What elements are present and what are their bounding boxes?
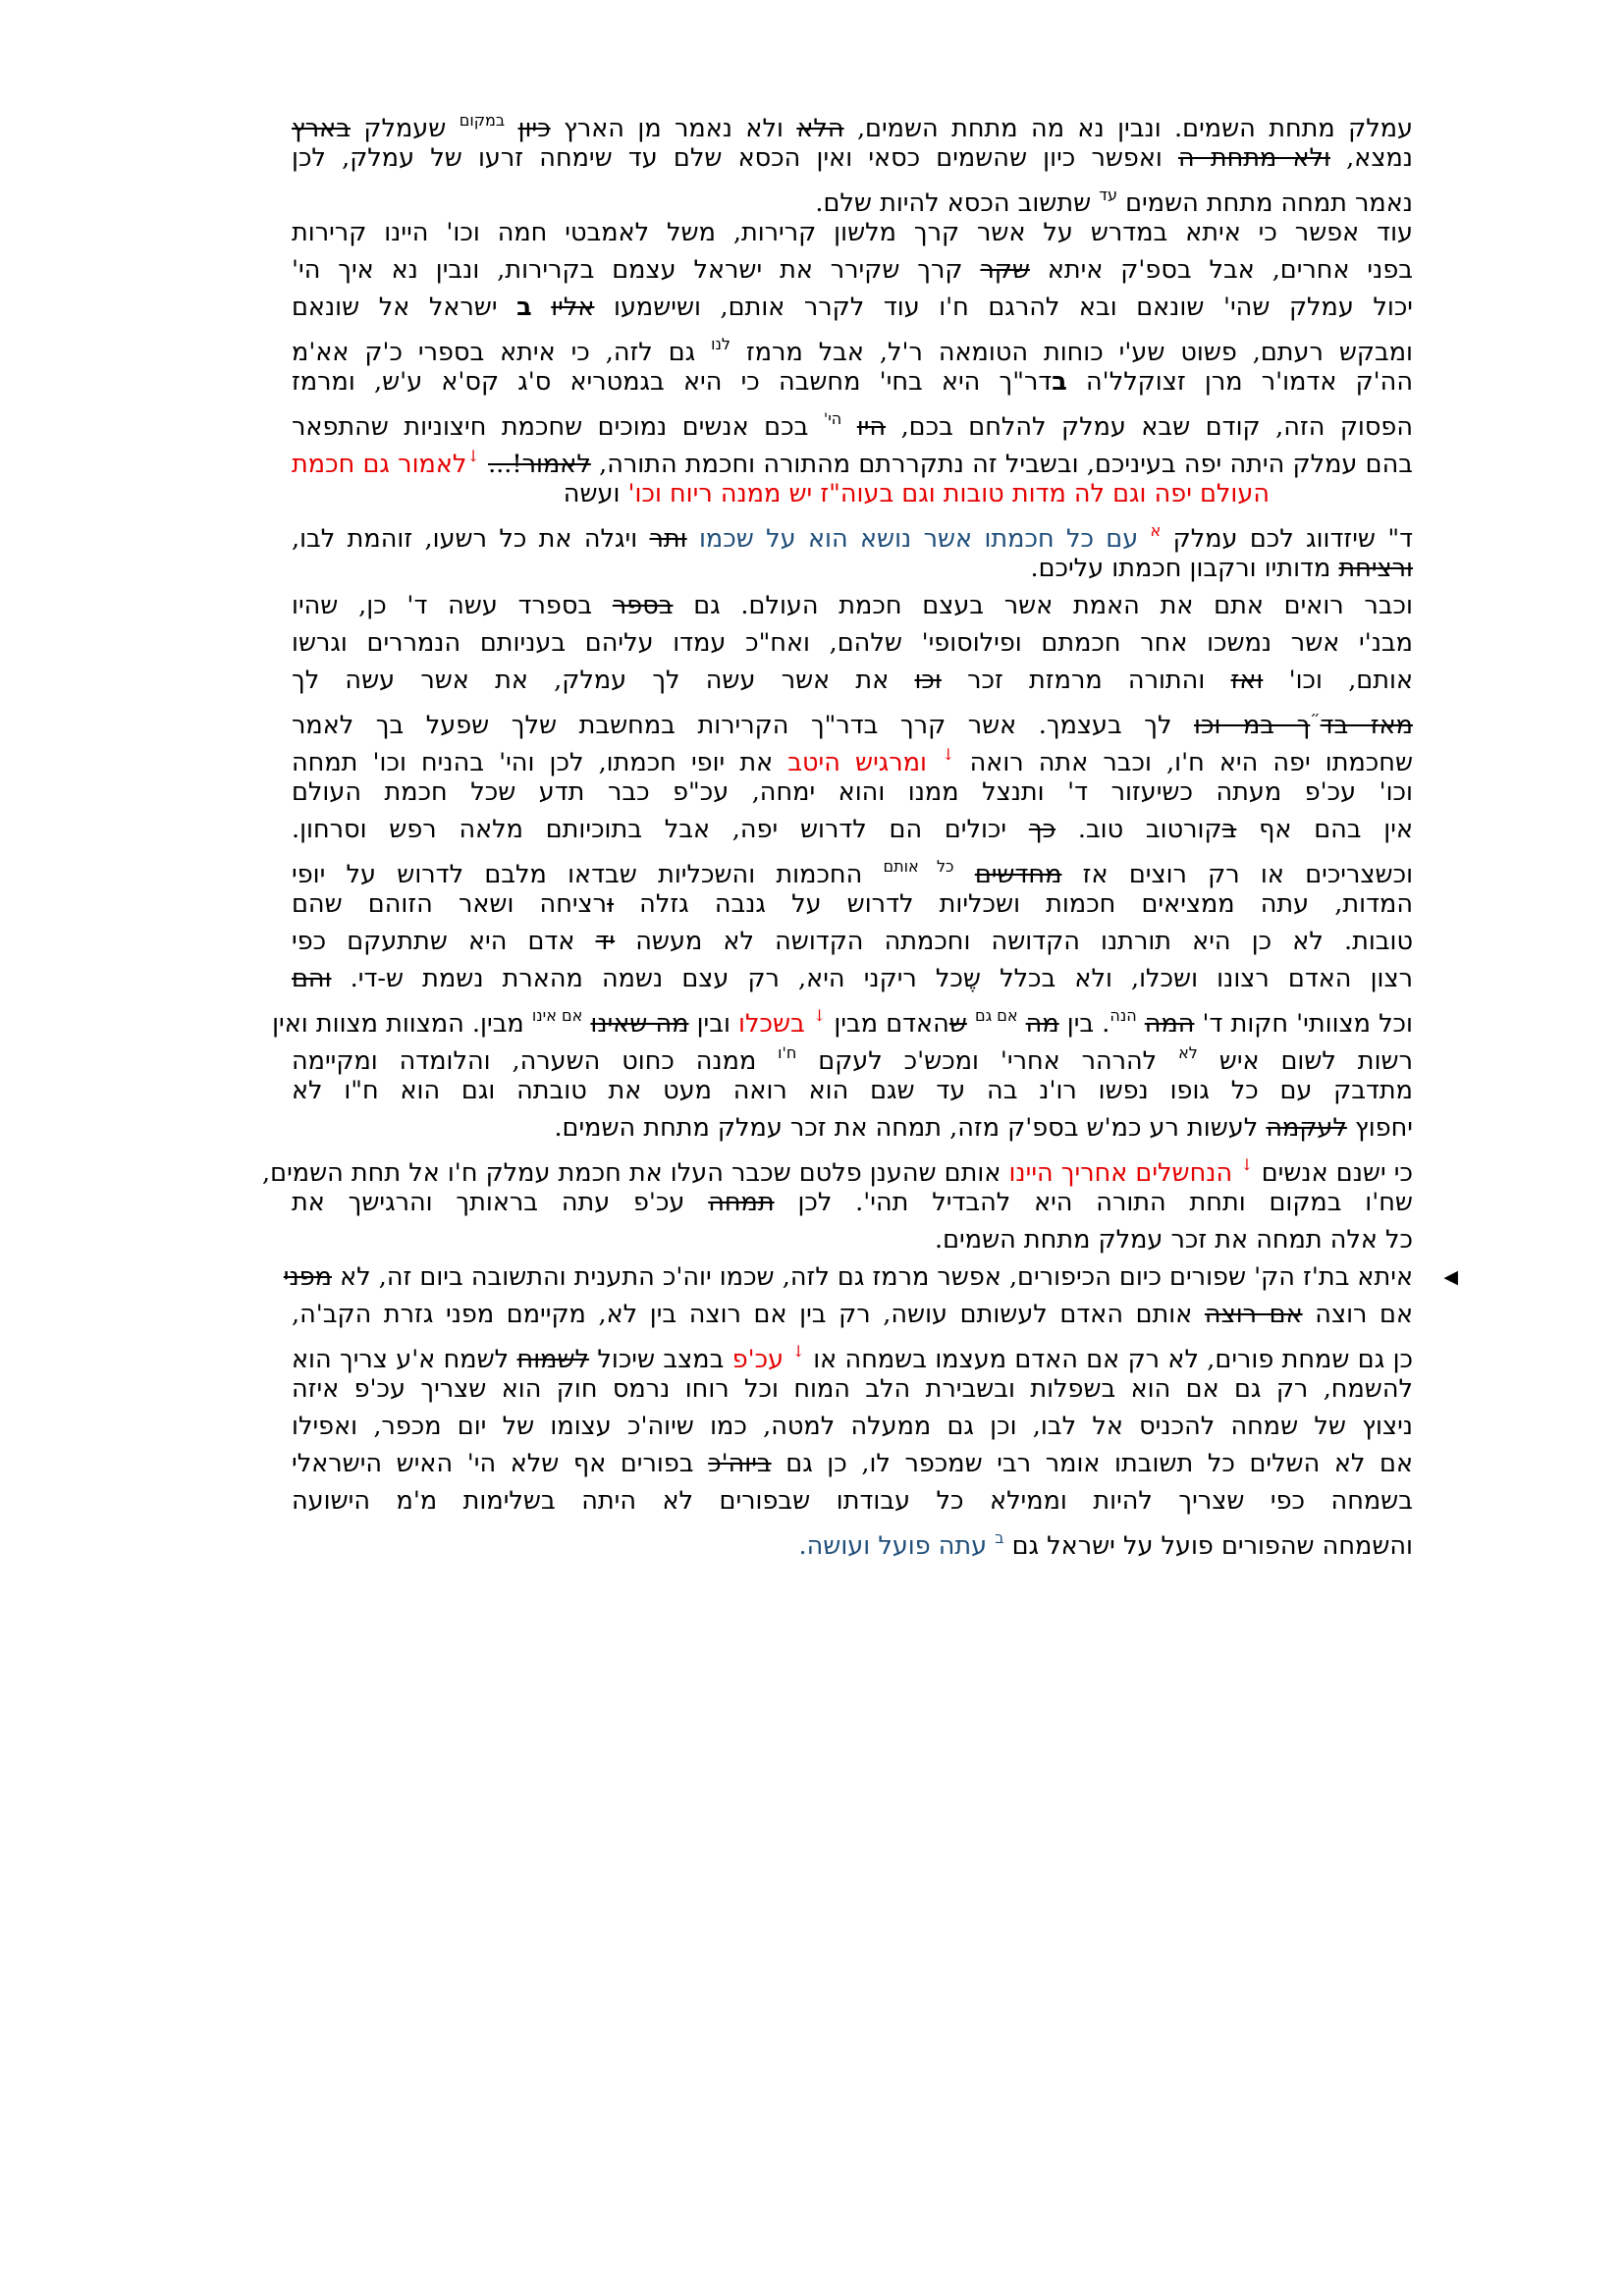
text-line bbox=[292, 475, 1413, 512]
text-segment: ב bbox=[1052, 367, 1067, 397]
text-segment: מה bbox=[1025, 1009, 1059, 1039]
text-body bbox=[262, 102, 1458, 1561]
text-segment: אותם האדם לעשותם עושה, רק בין אם רוצה בין לא, מקיימם מפני גזרת הקב'ה, bbox=[292, 1300, 1205, 1329]
text-segment: ד" שיזדווג לכם עמלק bbox=[1161, 524, 1413, 554]
text-segment: עכ'פ עתה בראותך והרגישך את bbox=[292, 1188, 709, 1217]
paragraph-marker-icon: ◀ bbox=[1443, 1266, 1458, 1288]
text-segment: ↓ bbox=[942, 745, 955, 764]
text-segment: אותם שהענן פלטם שכבר העלו את חכמת עמלק ח'ו אל תחת השמים, bbox=[262, 1158, 1009, 1188]
text-segment: עוד אפשר כי איתא במדרש על אשר קרך מלשון קרירות, משל לאמבטי חמה וכו' היינו קרירות bbox=[292, 218, 1413, 247]
text-segment: יחפוץ bbox=[1346, 1113, 1413, 1143]
text-line bbox=[292, 400, 1414, 442]
text-line bbox=[292, 811, 1413, 848]
text-segment: יד bbox=[595, 927, 616, 956]
text-segment: לך בעצמך. אשר קרך בדר"ך הקרירות במחשבת שלך שפעל בך לאמר bbox=[292, 711, 1195, 740]
text-line bbox=[292, 699, 1414, 740]
text-segment: ובין bbox=[688, 1009, 739, 1039]
tracked-change-text: בשכלו bbox=[738, 1009, 805, 1039]
text-segment: מבין. המצוות מצוות ואין bbox=[272, 1009, 532, 1039]
text-segment: שחכמתו יפה היא ח'ו, וכבר אתה רואה bbox=[954, 748, 1414, 777]
text-segment: עד bbox=[1099, 186, 1118, 204]
text-segment: וכו bbox=[914, 666, 942, 695]
text-segment: להרהר אחרי' ומכש'כ לעקם bbox=[796, 1046, 1179, 1076]
text-segment: היו bbox=[856, 412, 887, 442]
text-segment: ↓ bbox=[812, 1006, 827, 1025]
text-line bbox=[292, 1296, 1413, 1333]
text-segment: בספרד עשה ד' כן, שהיו bbox=[292, 591, 613, 620]
text-segment: ↓ bbox=[791, 1342, 805, 1361]
text-segment: שתשוב הכסא להיות שלם. bbox=[815, 188, 1100, 218]
text-segment: כיון bbox=[517, 114, 551, 143]
text-segment: את יופי חכמתו, לכן והי' בהניח וכו' תמחה bbox=[292, 748, 788, 777]
text-segment: להשמח, רק גם אם הוא בשפלות ובשבירת הלב המוח וכל רוחו נרמס חוק הוא שצריך עכ'פ איזה bbox=[292, 1374, 1413, 1404]
text-segment: כל אלה תמחה את זכר עמלק מתחת השמים. bbox=[935, 1225, 1413, 1255]
text-segment: מדותיו ורקבון חכמתו עליכם. bbox=[1030, 554, 1339, 583]
text-segment: וכו' עכ'פ מעתה כשיעזור ד' ותנצל ממנו והוא ימחה, עכ"פ כבר תדע שכל חכמת העולם bbox=[292, 777, 1413, 807]
text-segment: אם גם bbox=[974, 1006, 1018, 1025]
text-line bbox=[292, 624, 1413, 662]
text-segment: ו bbox=[607, 889, 615, 919]
tracked-change-text: עכ'פ bbox=[731, 1345, 784, 1374]
text-line bbox=[262, 1147, 1413, 1188]
text-segment: ואפשר כיון שהשמים כסאי ואין הכסא שלם עד שימחה זרעו של עמלק, לכן bbox=[292, 143, 1178, 173]
text-segment: וכבר רואים אתם את האמת אשר בעצם חכמת העולם. גם bbox=[673, 591, 1413, 620]
text-segment: איתא בת'ז הק' שפורים כיום הכיפורים, אפשר מרמז גם לזה, שכמו יוה'כ התענית והתשובה ביום זה, לא bbox=[331, 1262, 1413, 1292]
text-segment: אם רוצה bbox=[1204, 1300, 1303, 1329]
text-segment: ולא נאמר מן הארץ bbox=[550, 114, 797, 143]
text-segment: בכם אנשים נמוכים שחכמת חיצוניות שהתפאר bbox=[292, 412, 824, 442]
text-segment: לאמור!... bbox=[488, 450, 591, 479]
text-segment: בספר bbox=[612, 591, 674, 620]
text-segment: אם לא השלים כל תשובתו אומר רבי שמכפר לו, כן גם bbox=[771, 1449, 1413, 1478]
text-segment: רצון האדם רצונו ושכלו, ולא בכלל שֶכל ריקני היא, רק עצם נשמה מהארת נשמת ש-די. bbox=[331, 964, 1413, 993]
text-segment: וכשצריכים או רק רוצים אז bbox=[1061, 860, 1414, 889]
text-segment: ורציחת bbox=[1338, 554, 1413, 583]
text-segment: בפני אחרים, אבל בספ'ק איתא bbox=[1029, 255, 1413, 285]
text-line bbox=[292, 960, 1413, 997]
text-segment: הפסוק הזה, קודם שבא עמלק להלחם בכם, bbox=[886, 412, 1414, 442]
text-segment: אם רוצה bbox=[1302, 1300, 1414, 1329]
text-segment: במקום bbox=[459, 111, 506, 130]
text-segment: בשמחה כפי שצריך להיות וממילא כל עבודתו שבפורים לא היתה בשלימות מ'מ הישועה bbox=[292, 1486, 1413, 1516]
text-segment: רציחה ושאר הזוהם שהם bbox=[292, 889, 608, 919]
text-line bbox=[292, 1072, 1413, 1109]
text-segment: קרך שקירר את ישראל עצמם בקרירות, ונבין נא איך הי' bbox=[292, 255, 981, 285]
text-segment: עמלק מתחת השמים. ונבין נא מה מתחת השמים, bbox=[843, 114, 1414, 143]
text-segment: החכמות והשכליות שבדאו מלבם לדרוש על יופי bbox=[292, 860, 884, 889]
text-segment: מאז בד bbox=[1320, 711, 1414, 740]
text-line bbox=[292, 1520, 1413, 1561]
text-line bbox=[292, 1333, 1414, 1374]
text-line bbox=[292, 1184, 1413, 1221]
text-segment: טובות. לא כן היא תורתנו הקדושה וחכמתה הקדושה לא מעשה bbox=[615, 927, 1414, 956]
text-segment: הה'ק אדמו'ר מרן זצוקלל'ה bbox=[1066, 367, 1413, 397]
text-segment: הלא bbox=[796, 114, 844, 143]
text-line bbox=[292, 774, 1413, 811]
text-segment: לעקמה bbox=[1266, 1113, 1347, 1143]
text-segment: אדם היא שתתעקם כפי bbox=[292, 927, 596, 956]
text-line bbox=[292, 1370, 1413, 1408]
text-segment: תמחה bbox=[708, 1188, 775, 1217]
text-segment: המדות, עתה ממציאים חכמות ושכליות לדרוש על גנבה גזלה bbox=[614, 889, 1413, 919]
text-segment: שעמלק bbox=[350, 114, 460, 143]
tracked-change-text: לאמור גם חכמת bbox=[292, 450, 467, 479]
text-segment: ב bbox=[516, 293, 532, 322]
text-segment: והם bbox=[292, 964, 332, 993]
text-segment: אם אינו bbox=[531, 1006, 583, 1025]
text-segment: ממנה כחוט השערה, והלומדה ומקיימה bbox=[292, 1046, 779, 1076]
text-segment: ולא מתחת ה bbox=[1178, 143, 1330, 173]
text-segment: גם לזה, כי איתא בספרי כ'ק אא'מ bbox=[292, 338, 712, 367]
text-segment: ניצוץ של שמחה להכניס אל לבו, וכן גם ממעלה למטה, כמו שיוה'כ עצומו של יום מכפר, ואפילו bbox=[292, 1412, 1413, 1441]
text-segment: את אשר עשה לך עמלק, את אשר עשה לך bbox=[292, 666, 915, 695]
text-segment: לעשות רע כמ'ש בספ'ק מזה, תמחה את זכר עמלק מתחת השמים. bbox=[554, 1113, 1267, 1143]
text-segment: רשות לשום איש bbox=[1197, 1046, 1413, 1076]
text-segment: קורטוב טוב. bbox=[1055, 815, 1222, 844]
tracked-change-text: ומרגיש היטב bbox=[787, 748, 927, 777]
text-segment: בפורים אף שלא הי' האיש הישראלי bbox=[292, 1449, 709, 1478]
text-segment: וכל מצוותי' חקות ד' bbox=[1194, 1009, 1413, 1039]
text-segment: ״ bbox=[1310, 708, 1321, 726]
text-segment: מתדבק עם כל גופו נפשו רו'נ בה עד שגם הוא רואה מעט את טובתה וגם הוא ח"ו לא bbox=[292, 1076, 1413, 1105]
text-segment: המה bbox=[1144, 1009, 1195, 1039]
text-segment: הי' bbox=[823, 409, 842, 428]
text-segment: לנו bbox=[711, 335, 730, 353]
text-line bbox=[292, 1408, 1413, 1445]
text-line bbox=[292, 326, 1413, 367]
text-line bbox=[292, 587, 1413, 624]
text-segment: הנה bbox=[1109, 1006, 1137, 1025]
text-segment: במצב שיכול bbox=[589, 1345, 732, 1374]
text-line bbox=[292, 550, 1413, 587]
text-segment: כי ישנם אנשים bbox=[1253, 1158, 1413, 1188]
text-segment: ח'ו bbox=[778, 1043, 797, 1062]
text-line bbox=[292, 102, 1414, 143]
text-segment: יכולים הם לדרוש יפה, אבל בתוכיותם מלאה רפש וסרחון. bbox=[292, 815, 1029, 844]
text-segment: אין בהם אף bbox=[1236, 815, 1413, 844]
text-segment: ומבקש רעתם, פשוט שע'י כוחות הטומאה ר'ל, אבל מרמז bbox=[730, 338, 1413, 367]
text-line bbox=[272, 997, 1413, 1039]
text-line bbox=[292, 885, 1413, 923]
tracked-change-text: הנחשלים אחריך היינו bbox=[1008, 1158, 1233, 1188]
text-segment: האדם מבין bbox=[826, 1009, 949, 1039]
tracked-change-text: עתה פועל ועושה. bbox=[798, 1531, 988, 1561]
text-segment: ↓ bbox=[1240, 1155, 1254, 1174]
text-segment: יכול עמלק שהי' שונאם ובא להרגם ח'ו עוד לקרר אותם, ושישמעו bbox=[594, 293, 1414, 322]
text-segment: ↓ bbox=[466, 447, 480, 465]
text-segment: נאמר תמחה מתחת השמים bbox=[1117, 188, 1413, 218]
text-segment: לשמוח bbox=[516, 1345, 590, 1374]
text-line bbox=[292, 177, 1413, 218]
text-segment: והתורה מרמזת זכר bbox=[941, 666, 1231, 695]
text-line bbox=[292, 1221, 1413, 1258]
text-segment: מבנ'י אשר נמשכו אחר חכמתם ופילוסופי' שלהם, ואח"כ עמדו עליהם בעניותם הנמררים וגרשו bbox=[292, 628, 1413, 658]
text-line bbox=[292, 662, 1413, 699]
text-segment bbox=[532, 293, 552, 322]
text-segment: א bbox=[1150, 521, 1162, 540]
text-segment: כן גם שמחת פורים, לא רק אם האדם מעצמו בשמחה או bbox=[804, 1345, 1414, 1374]
text-line bbox=[292, 251, 1413, 289]
text-segment: ותר bbox=[649, 524, 687, 554]
text-segment: לא bbox=[1178, 1043, 1198, 1062]
text-segment: נמצא, bbox=[1330, 143, 1413, 173]
text-segment: מחדשים bbox=[974, 860, 1062, 889]
text-segment: ביוה'כ bbox=[708, 1449, 772, 1478]
text-line bbox=[292, 923, 1413, 960]
text-segment: בארץ bbox=[292, 114, 351, 143]
text-segment: ש bbox=[948, 1009, 967, 1039]
text-line bbox=[292, 214, 1413, 251]
text-line bbox=[292, 1035, 1413, 1076]
text-segment: לשמח א'ע צריך הוא bbox=[292, 1345, 517, 1374]
text-segment: ועשה bbox=[563, 479, 621, 508]
text-line bbox=[292, 289, 1413, 326]
text-segment: . בין bbox=[1058, 1009, 1110, 1039]
text-segment: אליו bbox=[551, 293, 595, 322]
text-line bbox=[292, 848, 1414, 889]
text-line bbox=[292, 438, 1413, 479]
text-segment: אותם, וכו' bbox=[1263, 666, 1413, 695]
text-segment: ב bbox=[1221, 815, 1237, 844]
text-line bbox=[292, 139, 1413, 177]
text-segment: שקר bbox=[980, 255, 1030, 285]
text-segment: ואז bbox=[1230, 666, 1264, 695]
text-segment: מפני bbox=[283, 1262, 332, 1292]
tracked-change-text: העולם יפה וגם לה מדות טובות וגם בעוה"ז יש ממנה ריוח וכו' bbox=[620, 479, 1270, 508]
text-segment: כך bbox=[1028, 815, 1056, 844]
text-segment: דר"ך היא בחי' מחשבה כי היא בגמטריא ס'ג קס'א ע'ש, ומרמז bbox=[292, 367, 1053, 397]
text-segment: מה שאינו bbox=[590, 1009, 689, 1039]
text-segment: ך במ וכו bbox=[1194, 711, 1311, 740]
text-line bbox=[292, 736, 1414, 777]
text-segment: בהם עמלק היתה יפה בעיניכם, ובשביל זה נתקררתם מהתורה וחכמת התורה, bbox=[590, 450, 1413, 479]
text-line bbox=[292, 363, 1413, 400]
text-segment: כל אותם bbox=[883, 857, 954, 876]
text-line bbox=[292, 1482, 1413, 1520]
text-segment: ויגלה את כל רשעו, זוהמת לבו, bbox=[292, 524, 650, 554]
text-segment: והשמחה שהפורים פועל על ישראל גם bbox=[1003, 1531, 1413, 1561]
text-line bbox=[292, 1109, 1413, 1147]
text-line bbox=[283, 1258, 1458, 1296]
text-segment: שח'ו במקום ותחת התורה היא להבדיל תהי'. לכן bbox=[774, 1188, 1413, 1217]
tracked-change-text: עם כל חכמתו אשר נושא הוא על שכמו bbox=[698, 524, 1139, 554]
text-segment: ישראל אל שונאם bbox=[292, 293, 517, 322]
text-line bbox=[292, 1445, 1413, 1482]
text-segment: ב bbox=[995, 1528, 1004, 1547]
text-line bbox=[292, 512, 1413, 554]
